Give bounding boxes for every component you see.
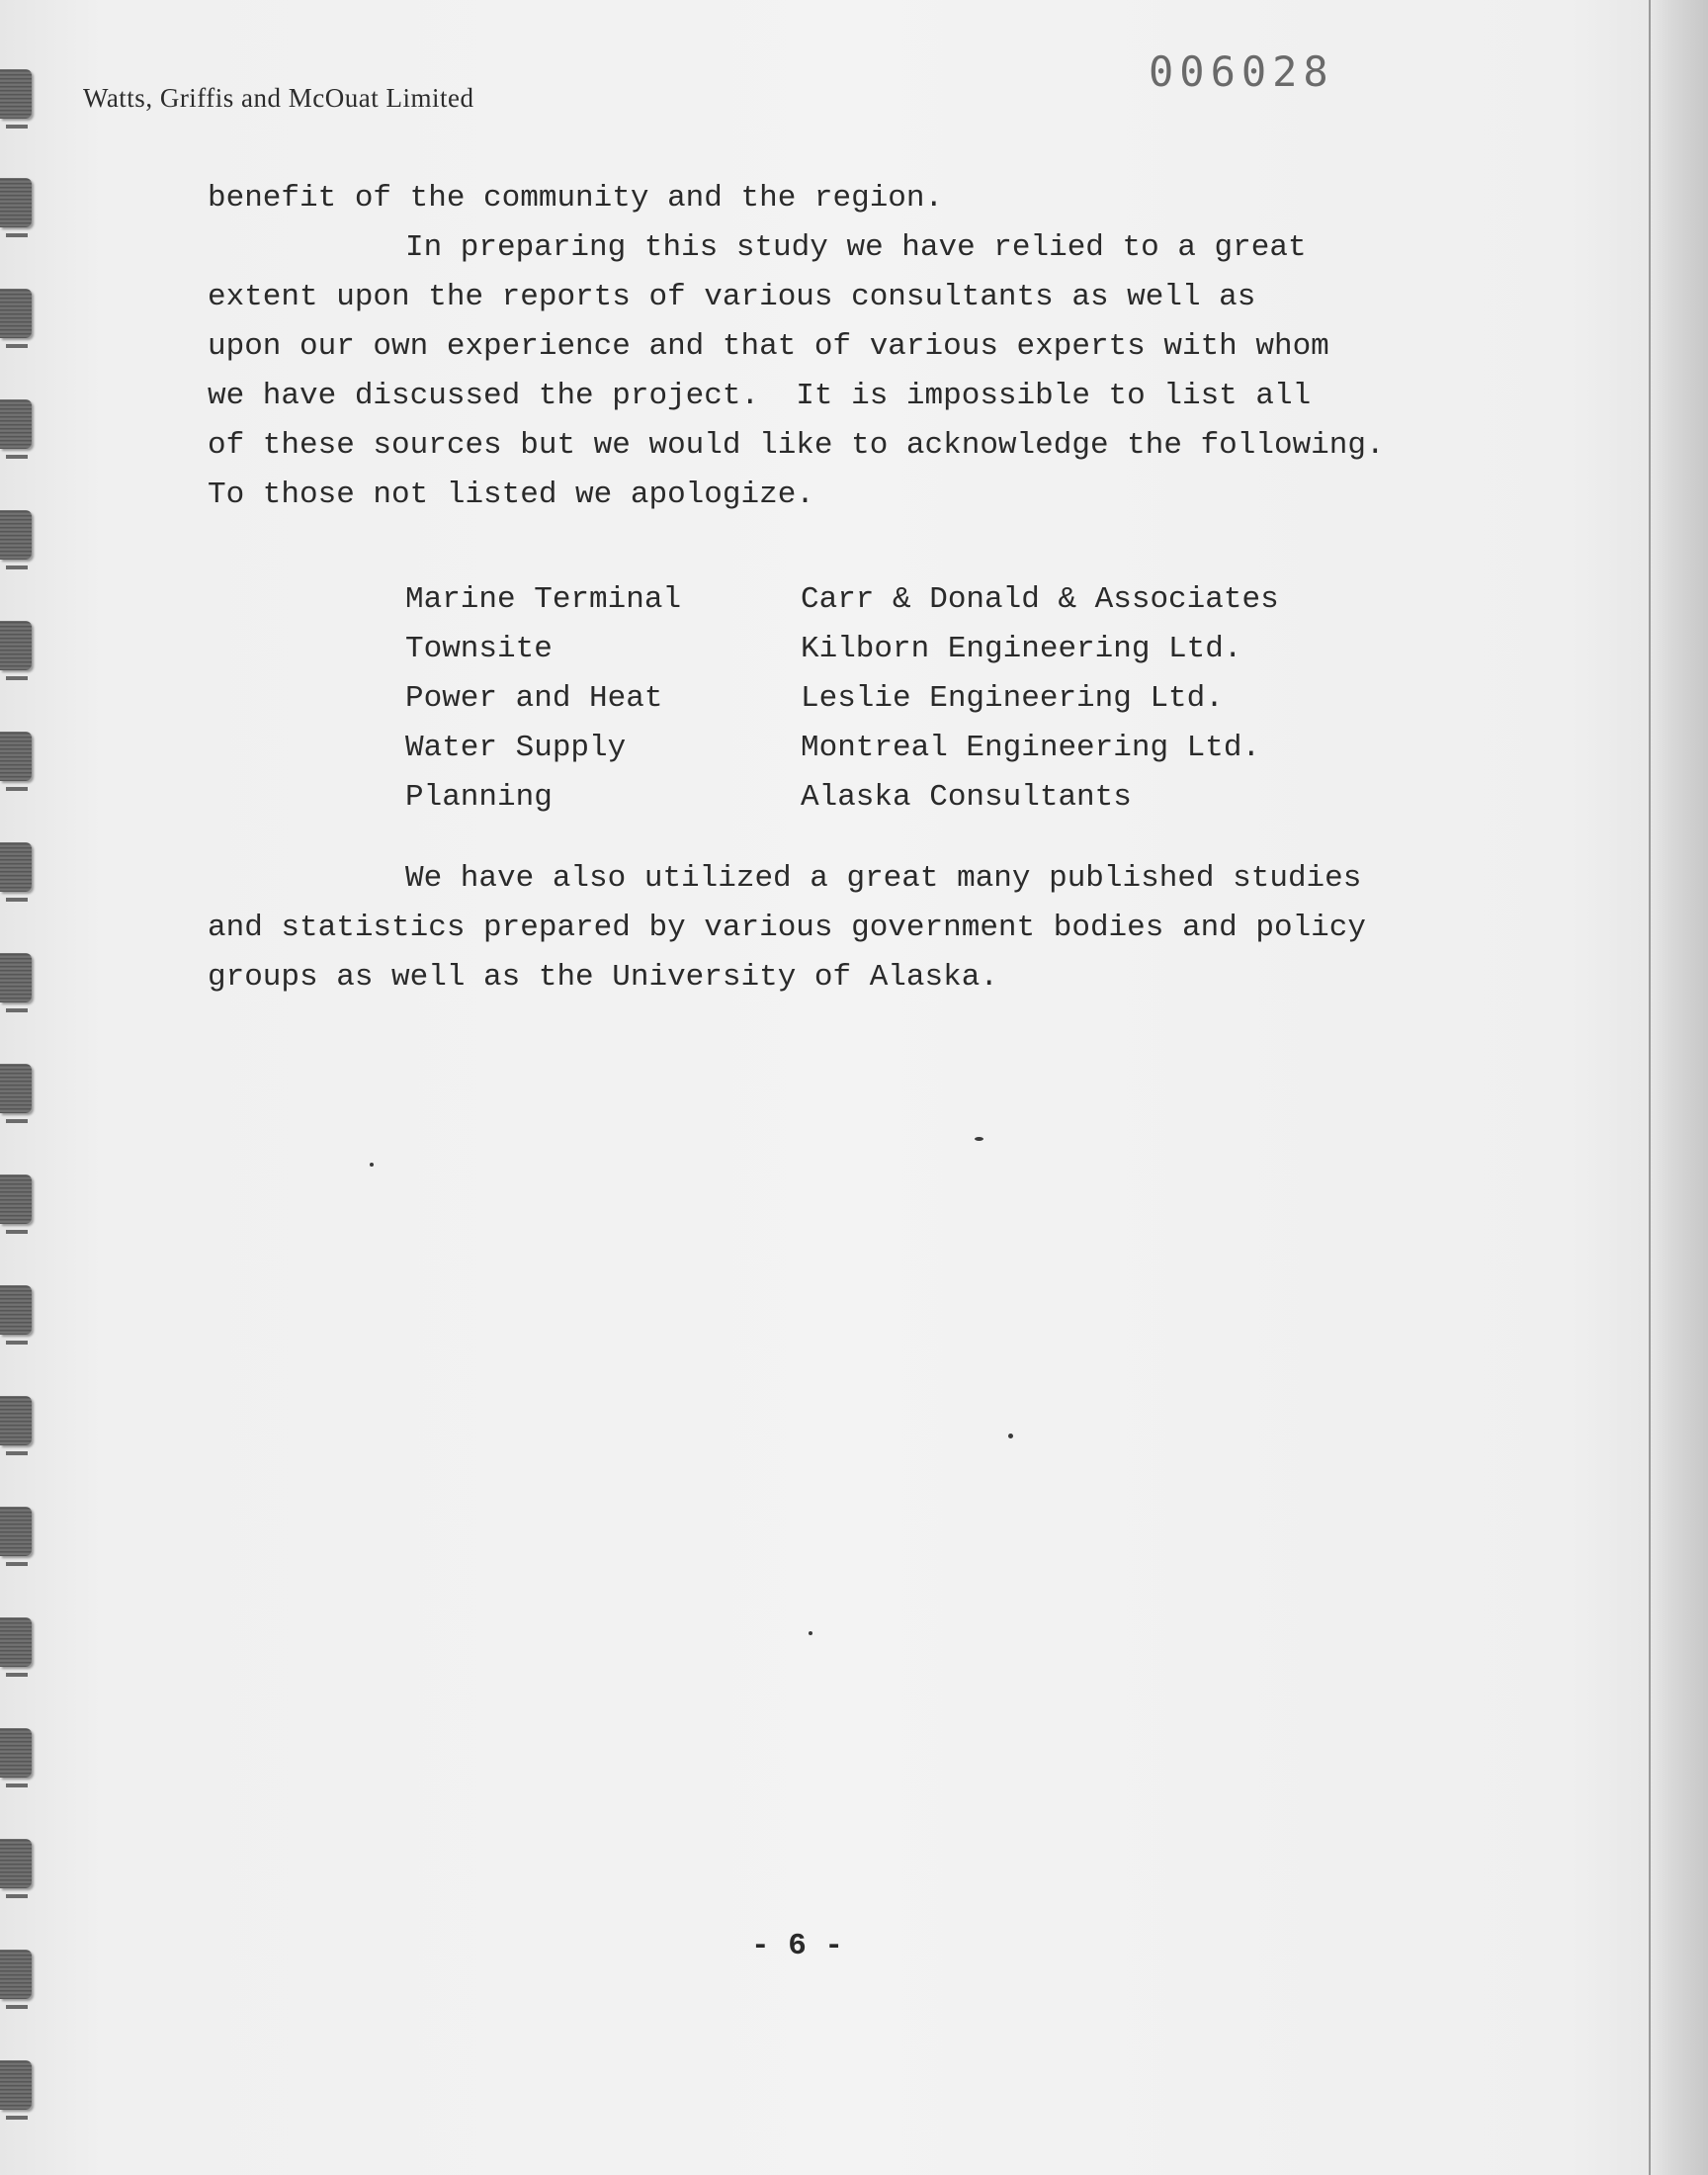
ack-topic: Power and Heat [405, 681, 663, 716]
ack-topic: Water Supply [405, 731, 627, 765]
scan-speck [809, 1631, 812, 1635]
binding-ring [0, 732, 32, 781]
text-line: groups as well as the University of Alaska. [208, 960, 998, 995]
binding-ring [0, 1507, 32, 1556]
page-number: - 6 - [751, 1929, 844, 1963]
acknowledgement-row [405, 575, 1279, 625]
binding-ring [0, 510, 32, 560]
text-line: benefit of the community and the region. [208, 181, 944, 216]
binding-ring [0, 1839, 32, 1888]
binding-ring [0, 842, 32, 892]
binding-ring [0, 289, 32, 338]
text-line: upon our own experience and that of various experts with whom [208, 329, 1329, 364]
text-line: In preparing this study we have relied to a great [405, 230, 1307, 265]
acknowledgement-row [405, 674, 1279, 724]
scan-speck [370, 1163, 374, 1167]
scan-speck [1008, 1434, 1013, 1438]
acknowledgement-row [405, 724, 1279, 773]
binding-ring [0, 1285, 32, 1335]
binding-ring [0, 69, 32, 119]
page-edge-line [1649, 0, 1651, 2175]
spiral-binding [0, 0, 40, 2175]
text-line: extent upon the reports of various consultants as well as [208, 280, 1256, 314]
ack-topic: Planning [405, 780, 553, 815]
ack-firm: Kilborn Engineering Ltd. [801, 632, 1242, 666]
page-edge-shadow [1649, 0, 1708, 2175]
main-text [208, 174, 1493, 520]
binding-ring [0, 1950, 32, 1999]
acknowledgements-list [405, 575, 1279, 823]
text-line: we have discussed the project. It is impossible to list all [208, 379, 1312, 413]
binding-ring [0, 1396, 32, 1445]
binding-ring [0, 2060, 32, 2110]
text-line: We have also utilized a great many published studies [405, 861, 1362, 896]
binding-ring [0, 953, 32, 1002]
text-line: To those not listed we apologize. [208, 478, 814, 512]
company-letterhead: Watts, Griffis and McOuat Limited [83, 83, 474, 113]
ack-firm: Montreal Engineering Ltd. [801, 731, 1261, 765]
binding-ring [0, 1064, 32, 1113]
binding-ring [0, 1617, 32, 1667]
document-number-stamp: 006028 [1149, 47, 1334, 96]
binding-ring [0, 1174, 32, 1224]
ack-topic: Marine Terminal [405, 582, 682, 617]
ack-topic: Townsite [405, 632, 553, 666]
text-line: and statistics prepared by various government bodies and policy [208, 911, 1366, 945]
binding-ring [0, 621, 32, 670]
acknowledgement-row [405, 773, 1279, 823]
ack-firm: Alaska Consultants [801, 780, 1132, 815]
closing-paragraph [208, 854, 1493, 1002]
binding-ring [0, 1728, 32, 1778]
ack-firm: Carr & Donald & Associates [801, 582, 1279, 617]
ack-firm: Leslie Engineering Ltd. [801, 681, 1224, 716]
binding-ring [0, 399, 32, 449]
text-line: of these sources but we would like to acknowledge the following. [208, 428, 1385, 463]
scan-speck [975, 1137, 983, 1141]
acknowledgement-row [405, 625, 1279, 674]
binding-ring [0, 178, 32, 227]
